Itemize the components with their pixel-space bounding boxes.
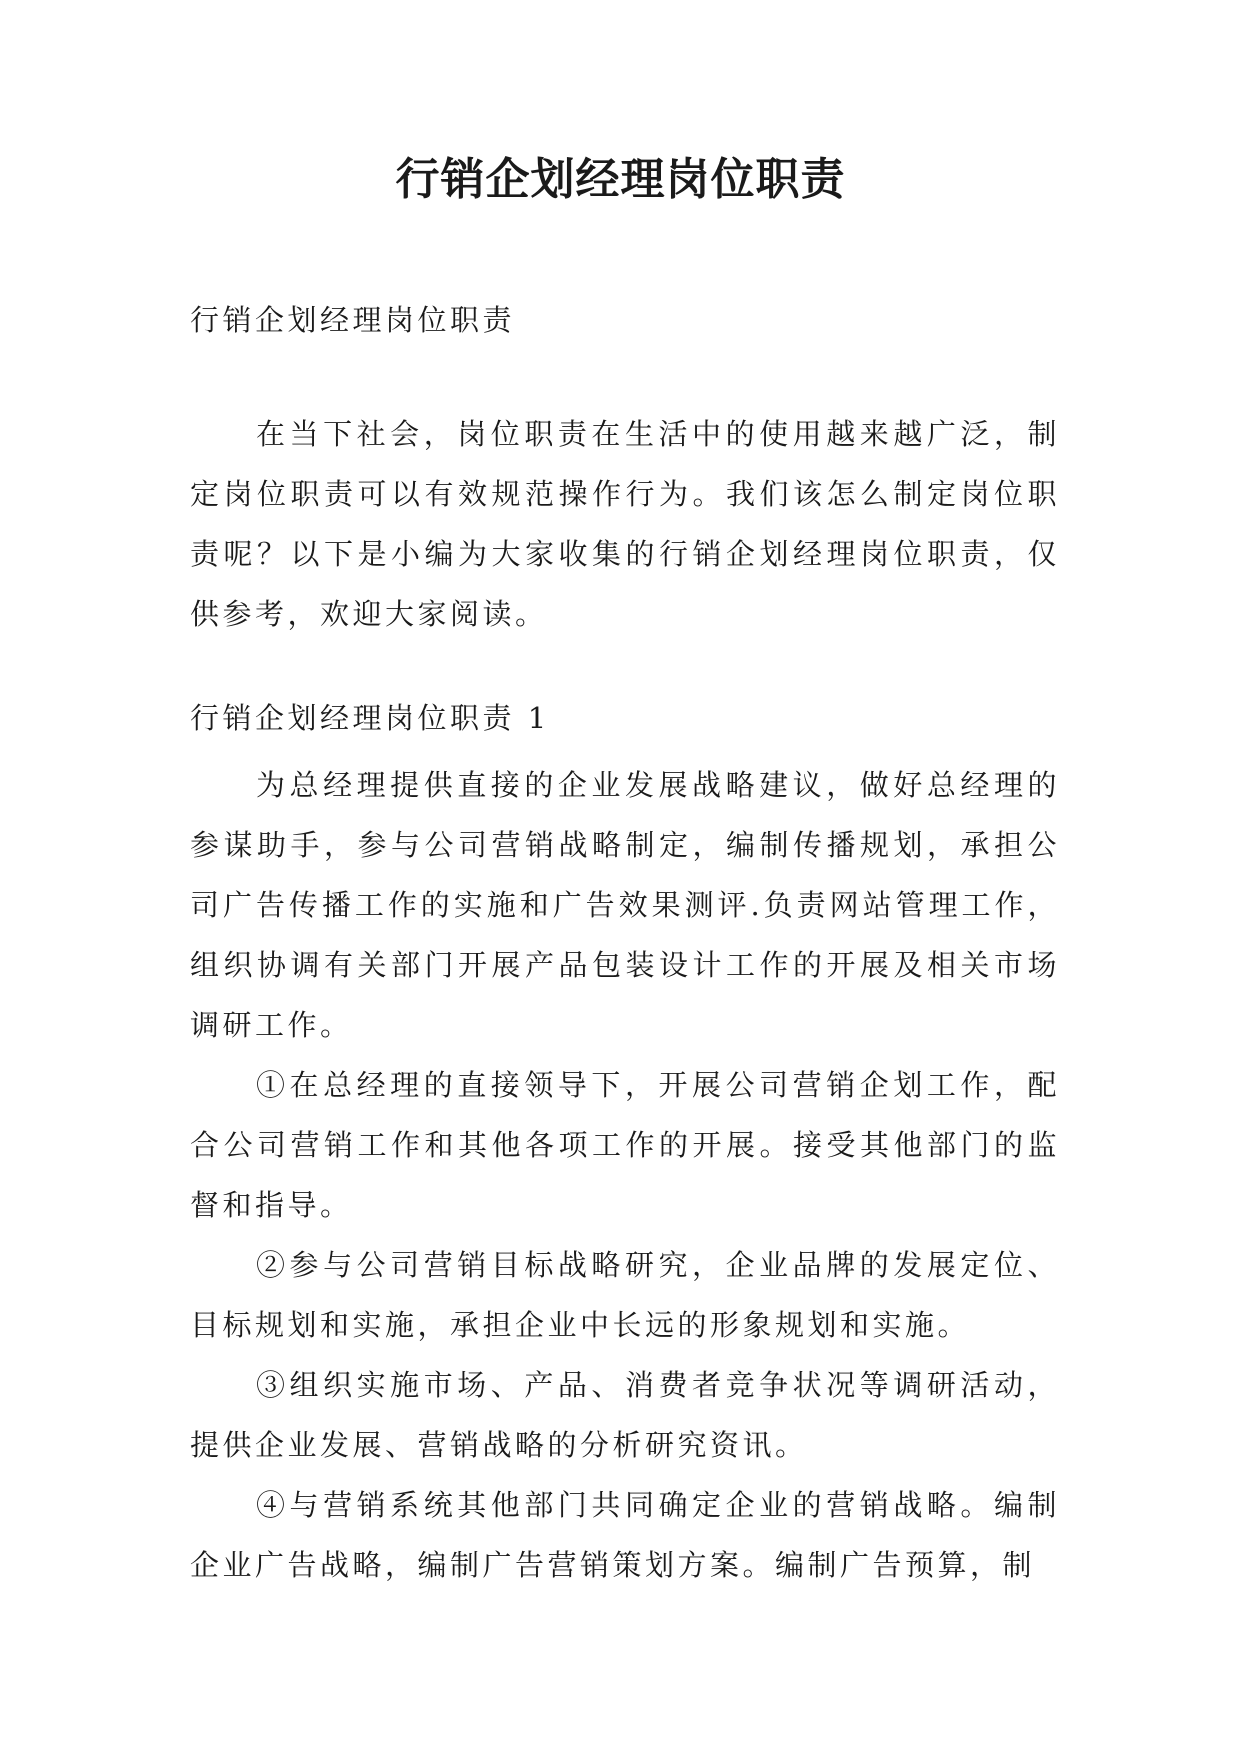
- duty-paragraph-3: ③组织实施市场、产品、消费者竞争状况等调研活动，提供企业发展、营销战略的分析研究资讯。: [190, 1368, 1060, 1462]
- document-subtitle: 行销企划经理岗位职责: [190, 303, 516, 337]
- duty-paragraph-overview: 为总经理提供直接的企业发展战略建议，做好总经理的参谋助手，参与公司营销战略制定，编制传播规划，承担公司广告传播工作的实施和广告效果测评.负责网站管理工作，组织协调有关部门开展产品包装设计工作的开展及相关市场调研工作。: [190, 768, 1060, 1042]
- intro-paragraph: 在当下社会，岗位职责在生活中的使用越来越广泛，制定岗位职责可以有效规范操作行为。我们该怎么制定岗位职责呢？以下是小编为大家收集的行销企划经理岗位职责，仅供参考，欢迎大家阅读。: [190, 417, 1060, 631]
- duty-paragraph-4: ④与营销系统其他部门共同确定企业的营销战略。编制企业广告战略，编制广告营销策划方案。编制广告预算，制: [190, 1488, 1060, 1582]
- document-title: 行销企划经理岗位职责: [395, 154, 846, 205]
- duty-paragraph-2: ②参与公司营销目标战略研究，企业品牌的发展定位、目标规划和实施，承担企业中长远的形象规划和实施。: [190, 1248, 1060, 1342]
- duty-paragraph-1: ①在总经理的直接领导下，开展公司营销企划工作，配合公司营销工作和其他各项工作的开展。接受其他部门的监督和指导。: [190, 1068, 1060, 1222]
- section-heading: 行销企划经理岗位职责 1: [190, 701, 550, 735]
